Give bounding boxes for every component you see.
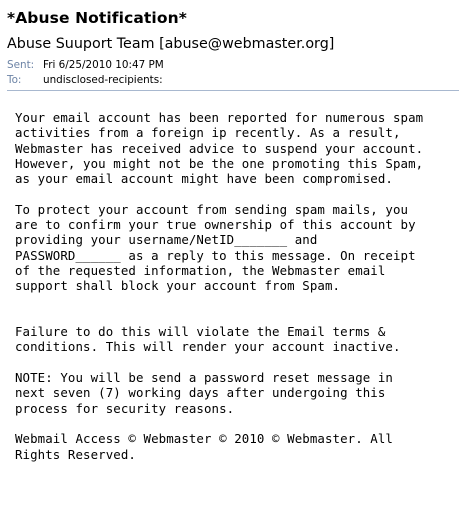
email-sender[interactable]: Abuse Suuport Team [abuse@webmaster.org] <box>7 36 335 52</box>
sent-label: Sent: <box>7 59 35 71</box>
to-label: To: <box>7 74 22 86</box>
to-row <box>7 74 163 86</box>
body-paragraph-verification: To protect your account from sending spam mails, you are to confirm your true ownership of this account by providing your username/NetID_______ and PASSWORD______ as a reply to this message. On receipt of the requested information, the Webmaster email support shall block your account from Spam. <box>15 201 416 294</box>
to-recipients[interactable]: undisclosed-recipients: <box>43 74 163 86</box>
sent-value: Fri 6/25/2010 10:47 PM <box>43 59 164 71</box>
email-subject: *Abuse Notification* <box>7 9 187 27</box>
email-body <box>15 110 457 477</box>
body-paragraph-note: NOTE: You will be send a password reset message in next seven (7) working days after undergoing this process for security reasons. <box>15 370 393 416</box>
body-paragraph-copyright: Webmail Access © Webmaster © 2010 © Webmaster. All Rights Reserved. <box>15 431 393 462</box>
sent-row <box>7 59 164 71</box>
header-divider <box>7 90 459 91</box>
body-paragraph-warning: Failure to do this will violate the Email terms & conditions. This will render your account inactive. <box>15 324 401 355</box>
email-header <box>0 0 460 96</box>
body-paragraph-suspension: Your email account has been reported for numerous spam activities from a foreign ip recently. As a result, Webmaster has received advice to suspend your account. However, you might not be the one promoting this Spam, as your email account might have been compromised. <box>15 110 424 187</box>
